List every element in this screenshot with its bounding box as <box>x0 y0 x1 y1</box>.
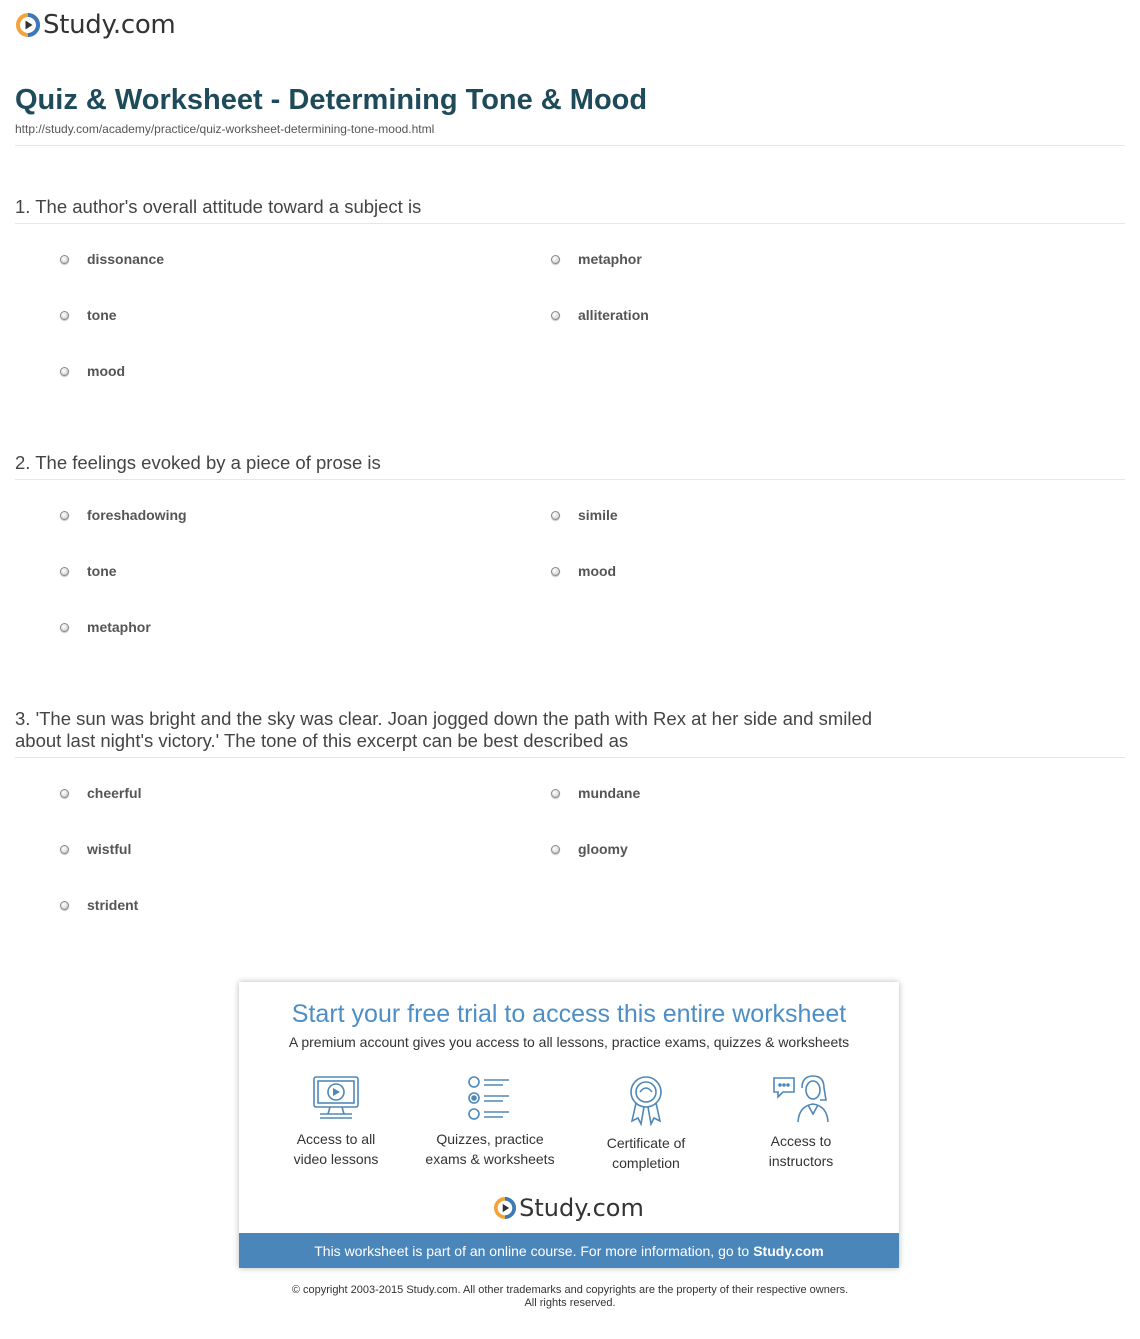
feature-instructors <box>721 1074 881 1171</box>
page-title: Quiz & Worksheet - Determining Tone & Mood <box>15 84 648 116</box>
free-trial-promo[interactable] <box>239 982 899 1268</box>
radio-button[interactable] <box>551 567 560 576</box>
radio-button[interactable] <box>60 255 69 264</box>
feature-label: Access to instructors <box>768 1133 834 1169</box>
feature-label: Certificate of completion <box>606 1135 686 1171</box>
q2-option-5[interactable] <box>60 619 151 635</box>
option-label: metaphor <box>578 251 642 267</box>
study-com-link[interactable]: Study.com <box>753 1242 824 1259</box>
radio-button[interactable] <box>551 311 560 320</box>
question-1-divider <box>15 223 1125 224</box>
radio-button[interactable] <box>60 789 69 798</box>
option-label: wistful <box>87 841 132 857</box>
rights-line: All rights reserved. <box>524 1297 616 1309</box>
promo-subtitle: A premium account gives you access to all lessons, practice exams, quizzes & worksheets <box>288 1034 850 1050</box>
q3-option-1[interactable] <box>60 785 141 801</box>
feature-certificate <box>566 1074 726 1173</box>
radio-button[interactable] <box>60 845 69 854</box>
logo-text: Study.com <box>519 1194 644 1222</box>
q3-option-5[interactable] <box>60 897 138 913</box>
radio-button[interactable] <box>60 311 69 320</box>
question-2-text: 2. The feelings evoked by a piece of prose is <box>15 452 381 473</box>
radio-button[interactable] <box>551 845 560 854</box>
play-logo-icon <box>494 1197 516 1219</box>
study-logo[interactable] <box>16 10 175 40</box>
q2-option-1[interactable] <box>60 507 187 523</box>
q3-option-2[interactable] <box>551 785 640 801</box>
option-label: metaphor <box>87 619 151 635</box>
q1-option-2[interactable] <box>551 251 642 267</box>
option-label: cheerful <box>87 785 142 801</box>
option-label: dissonance <box>87 251 165 267</box>
copyright-footer <box>0 1284 1140 1310</box>
feature-label: Access to all video lessons <box>293 1131 379 1167</box>
page-url: http://study.com/academy/practice/quiz-worksheet-determining-tone-mood.html <box>15 122 435 136</box>
feature-quizzes <box>410 1074 570 1169</box>
q1-option-3[interactable] <box>60 307 117 323</box>
radio-button[interactable] <box>551 789 560 798</box>
radio-button[interactable] <box>551 511 560 520</box>
radio-button[interactable] <box>60 623 69 632</box>
radio-button[interactable] <box>60 367 69 376</box>
q2-option-3[interactable] <box>60 563 117 579</box>
question-2-divider <box>15 479 1125 480</box>
q1-option-5[interactable] <box>60 363 125 379</box>
q1-option-1[interactable] <box>60 251 164 267</box>
option-label: gloomy <box>578 841 628 857</box>
quiz-list-icon <box>465 1074 515 1122</box>
q2-option-4[interactable] <box>551 563 616 579</box>
option-label: foreshadowing <box>87 507 187 523</box>
option-label: tone <box>87 307 117 323</box>
radio-button[interactable] <box>60 567 69 576</box>
promo-title[interactable]: Start your free trial to access this entire worksheet <box>291 1000 847 1028</box>
q3-option-4[interactable] <box>551 841 628 857</box>
feature-label: Quizzes, practice exams & worksheets <box>425 1131 555 1167</box>
instructor-icon <box>771 1074 831 1124</box>
question-1-text: 1. The author's overall attitude toward a subject is <box>15 196 422 217</box>
q3-option-3[interactable] <box>60 841 131 857</box>
play-logo-icon <box>16 13 40 37</box>
option-label: mood <box>87 363 126 379</box>
option-label: simile <box>578 507 618 523</box>
logo-text: Study.com <box>43 10 176 40</box>
video-lesson-icon <box>311 1074 361 1122</box>
course-info-text: This worksheet is part of an online course. For more information, go to <box>314 1242 750 1259</box>
certificate-icon <box>624 1074 668 1126</box>
radio-button[interactable] <box>60 901 69 910</box>
option-label: alliteration <box>578 307 649 323</box>
course-info-bar <box>239 1233 899 1268</box>
feature-video-lessons <box>256 1074 416 1169</box>
option-label: tone <box>87 563 117 579</box>
option-label: mundane <box>578 785 641 801</box>
question-3-text: 3. 'The sun was bright and the sky was clear. Joan jogged down the path with Rex at her side and smiled about last night's victory.' The tone of this excerpt can be best described as <box>15 708 873 751</box>
promo-logo[interactable] <box>239 1194 899 1222</box>
radio-button[interactable] <box>551 255 560 264</box>
option-label: strident <box>87 897 139 913</box>
q2-option-2[interactable] <box>551 507 618 523</box>
header-divider <box>15 145 1125 146</box>
option-label: mood <box>578 563 617 579</box>
copyright-line: © copyright 2003-2015 Study.com. All other trademarks and copyrights are the property of their respective owners. <box>291 1284 849 1296</box>
question-3-divider <box>15 757 1125 758</box>
q1-option-4[interactable] <box>551 307 649 323</box>
radio-button[interactable] <box>60 511 69 520</box>
